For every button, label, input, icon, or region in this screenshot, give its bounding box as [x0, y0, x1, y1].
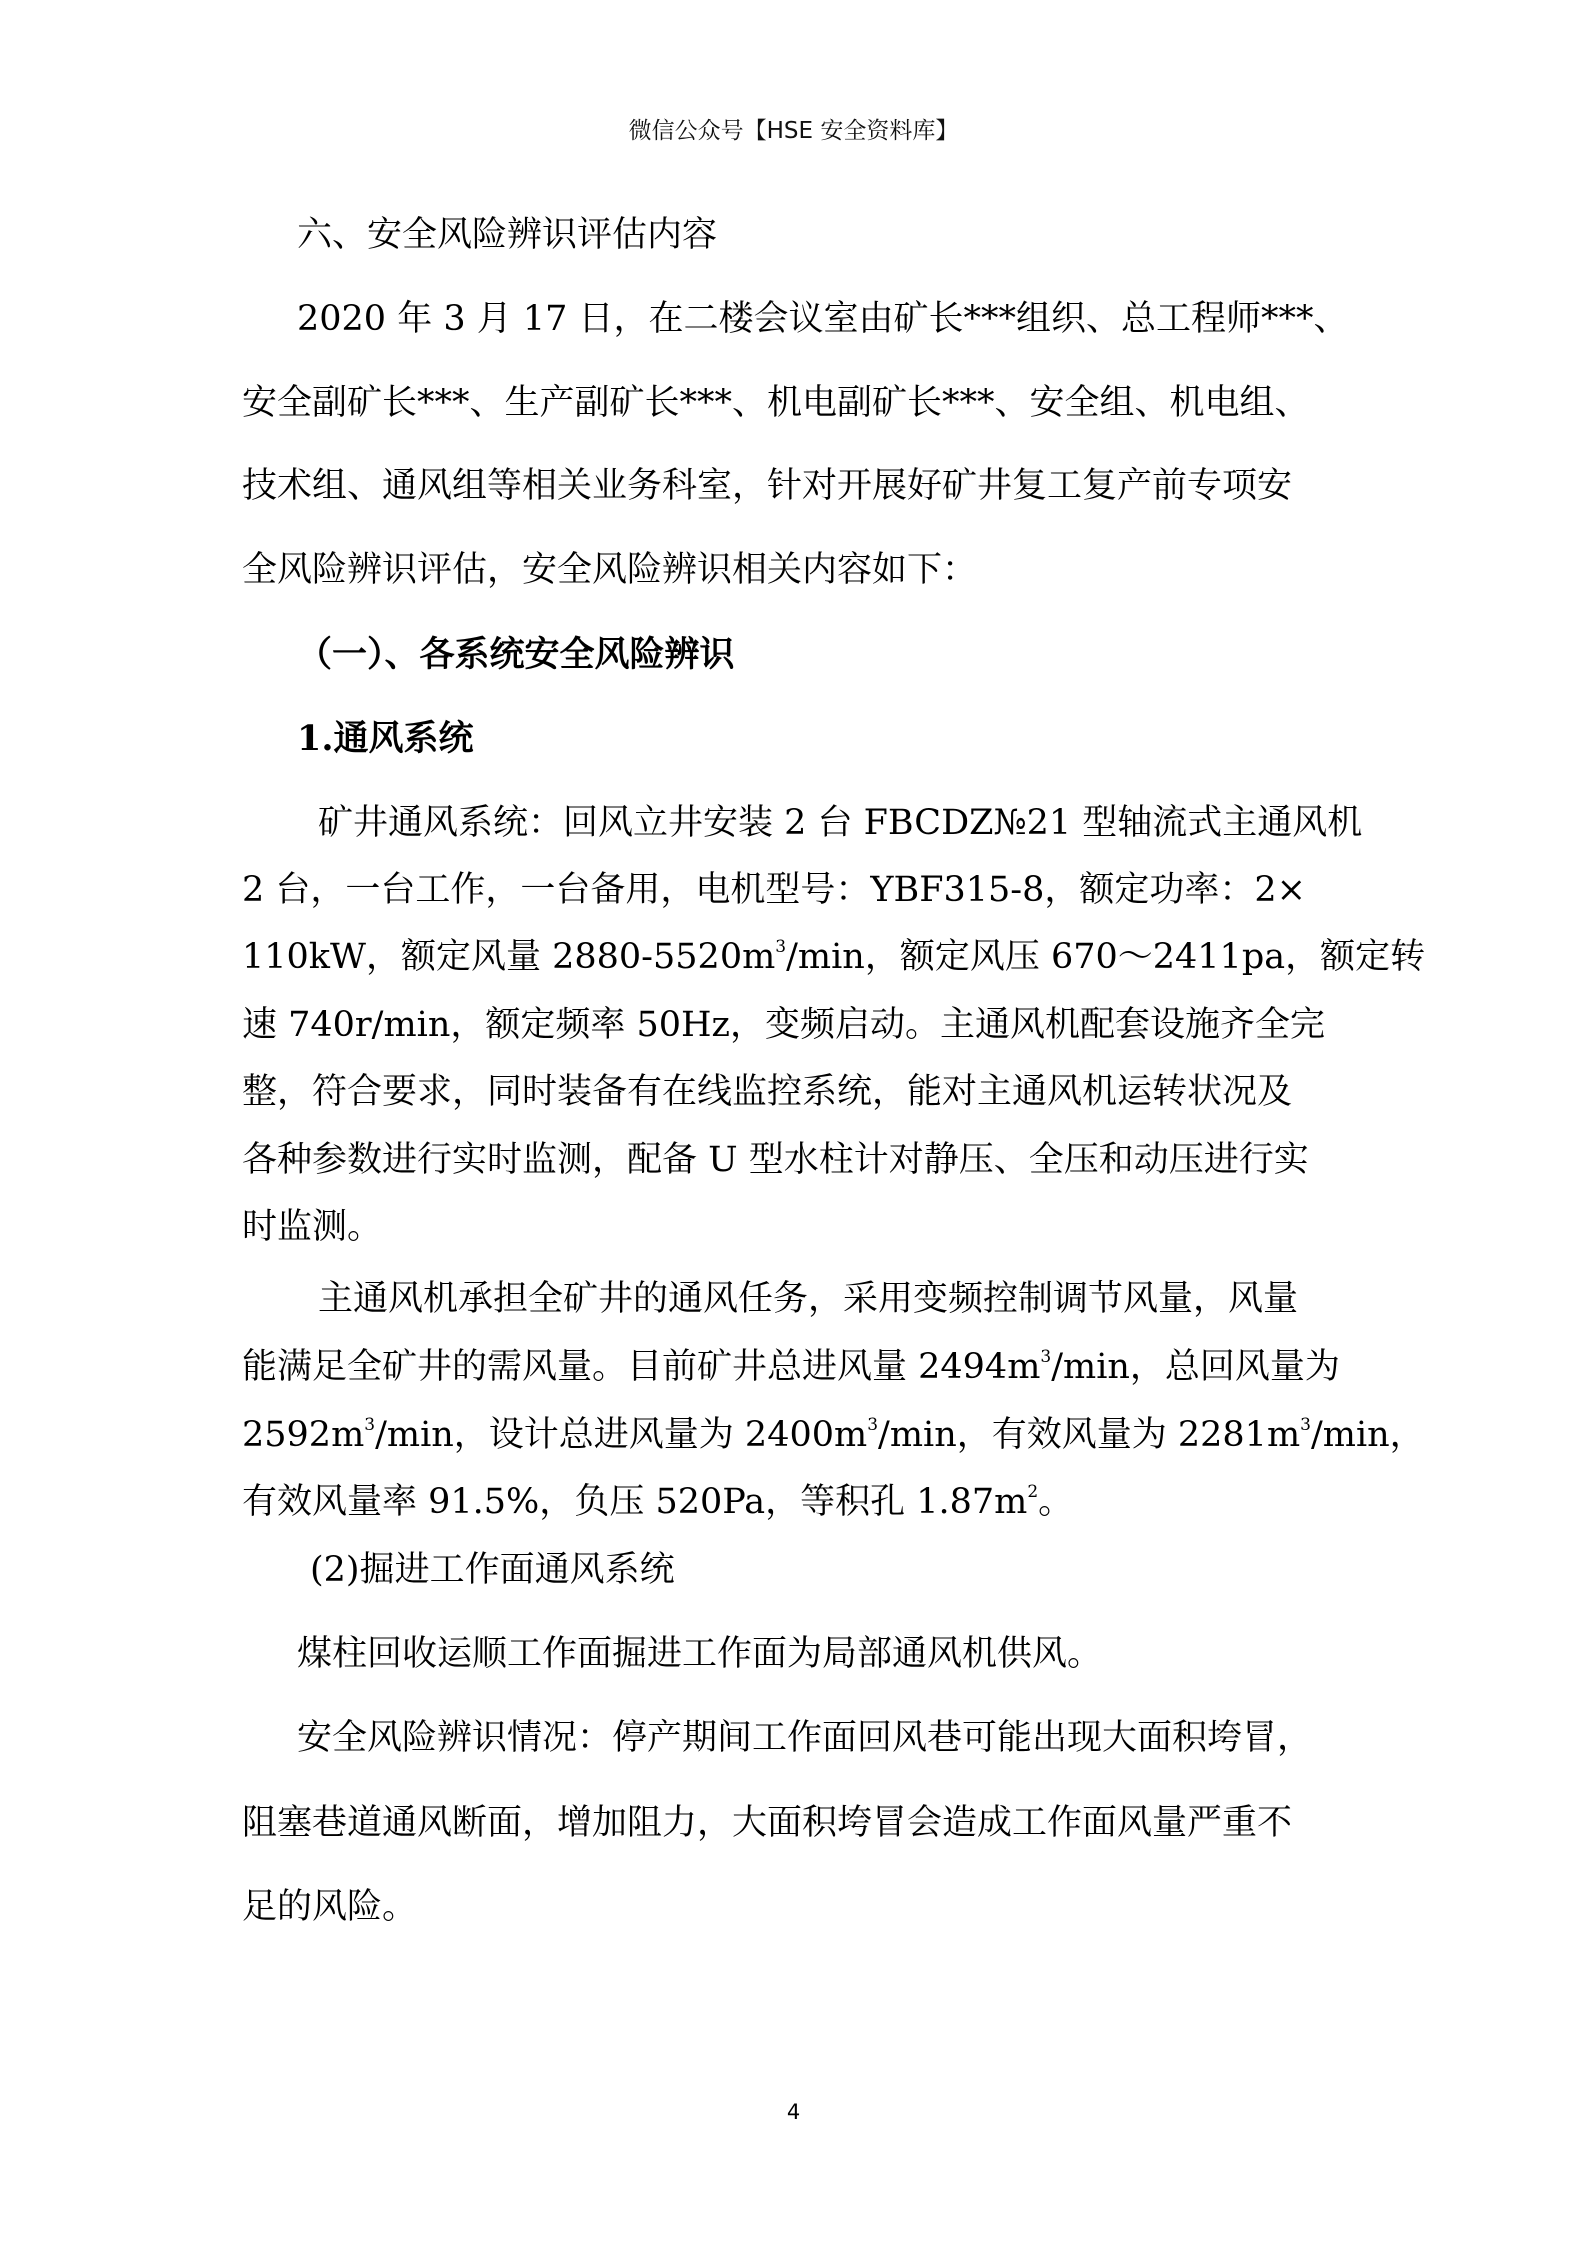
airflow-line-2 — [242, 1347, 1340, 1387]
airflow-line-4 — [242, 1482, 1074, 1522]
page-number: 4 — [786, 2100, 801, 2124]
airflow-text: 2592m — [242, 1415, 365, 1455]
intro-line-2: 安全副矿长***、生产副矿长***、机电副矿长***、安全组、机电组、 — [242, 383, 1310, 423]
airflow-text: 有效风量率 91.5%，负压 520Pa，等积孔 1.87m — [242, 1482, 1028, 1522]
ventilation-line-1: 矿井通风系统：回风立井安装 2 台 FBCDZ№21 型轴流式主通风机 — [318, 803, 1363, 843]
airflow-text: /min，总回风量为 — [1051, 1347, 1340, 1387]
page-header: 微信公众号【HSE 安全资料库】 — [628, 118, 959, 144]
superscript: 2 — [1027, 1482, 1039, 1502]
ventilation-text: 110kW，额定风量 2880-5520m — [242, 937, 776, 977]
ventilation-text: /min，额定风压 670～2411pa，额定转 — [786, 937, 1426, 977]
superscript: 3 — [1300, 1415, 1311, 1435]
superscript: 3 — [1040, 1347, 1052, 1367]
ventilation-line-2: 2 台，一台工作，一台备用，电机型号：YBF315-8，额定功率：2× — [242, 870, 1306, 910]
airflow-text: /min，设计总进风量为 2400m — [375, 1415, 868, 1455]
subsection-title: （一）、各系统安全风险辨识 — [297, 634, 735, 675]
ventilation-line-7: 时监测。 — [242, 1207, 383, 1247]
ventilation-line-4: 速 740r/min，额定频率 50Hz，变频启动。主通风机配套设施齐全完 — [242, 1005, 1326, 1045]
heading-2: (2)掘进工作面通风系统 — [310, 1550, 675, 1590]
section-title: 六、安全风险辨识评估内容 — [297, 215, 718, 255]
risk-line-1: 安全风险辨识情况：停产期间工作面回风巷可能出现大面积垮冒， — [297, 1718, 1313, 1758]
superscript: 3 — [775, 937, 787, 957]
intro-line-3: 技术组、通风组等相关业务科室，针对开展好矿井复工复产前专项安 — [242, 466, 1293, 506]
ventilation-line-5: 整，符合要求，同时装备有在线监控系统，能对主通风机运转状况及 — [242, 1072, 1293, 1112]
ventilation-line-6: 各种参数进行实时监测，配备 U 型水柱计对静压、全压和动压进行实 — [242, 1140, 1309, 1180]
airflow-text: 。 — [1038, 1482, 1074, 1522]
airflow-text: /min，有效风量为 2281m — [878, 1415, 1301, 1455]
intro-line-1: 2020 年 3 月 17 日，在二楼会议室由矿长***组织、总工程师***、 — [297, 299, 1349, 339]
airflow-line-3 — [242, 1415, 1425, 1455]
airflow-text: 能满足全矿井的需风量。目前矿井总进风量 2494m — [242, 1347, 1041, 1387]
airflow-line-1: 主通风机承担全矿井的通风任务，采用变频控制调节风量，风量 — [318, 1279, 1299, 1319]
item-title: 1.通风系统 — [297, 718, 474, 759]
risk-line-3: 足的风险。 — [242, 1887, 418, 1927]
superscript: 3 — [364, 1415, 376, 1435]
intro-line-4: 全风险辨识评估，安全风险辨识相关内容如下： — [242, 550, 978, 590]
risk-line-2: 阻塞巷道通风断面，增加阻力，大面积垮冒会造成工作面风量严重不 — [242, 1803, 1293, 1843]
paragraph-coal: 煤柱回收运顺工作面掘进工作面为局部通风机供风。 — [297, 1634, 1103, 1674]
ventilation-line-3 — [242, 937, 1426, 977]
superscript: 3 — [867, 1415, 879, 1435]
airflow-text: /min， — [1310, 1415, 1425, 1455]
